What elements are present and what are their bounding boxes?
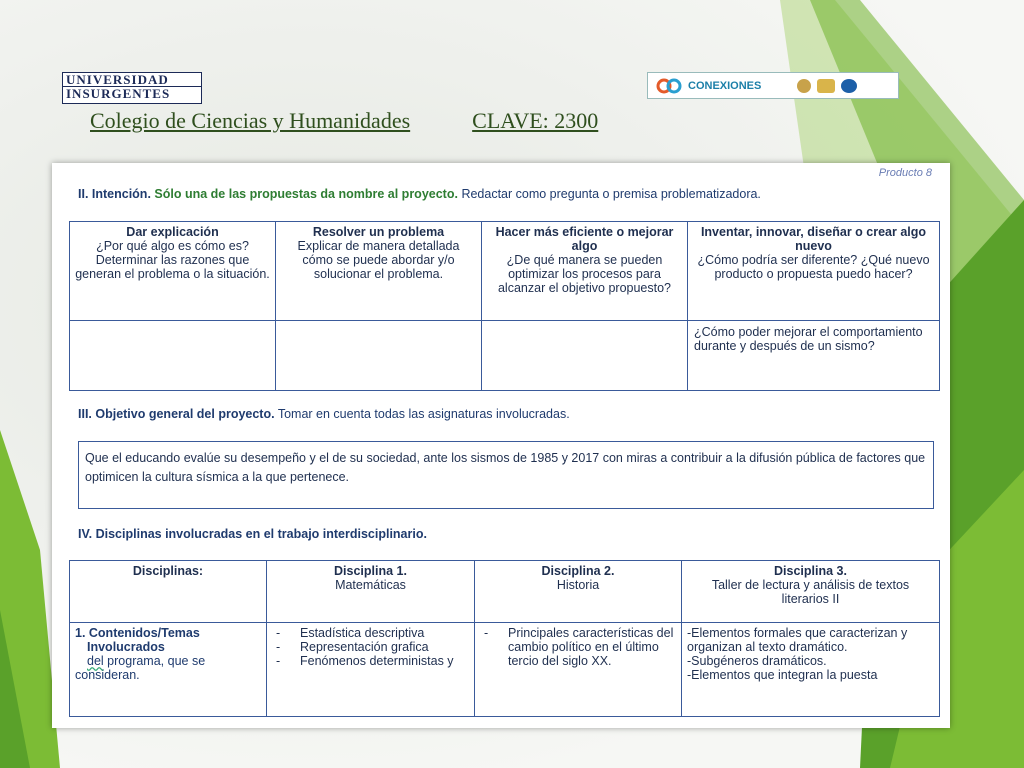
intencion-answer-cell-2 — [276, 321, 482, 391]
intencion-answer-cell-1 — [70, 321, 276, 391]
list-item: - Principales características del cambio político en el último tercio del siglo XX. — [508, 626, 676, 668]
section-4-heading: IV. Disciplinas involucradas en el trabajo interdisciplinario. — [78, 527, 427, 541]
section-2-highlight: Sólo una de las propuestas da nombre al proyecto. — [154, 187, 458, 201]
list-item: -Subgéneros dramáticos. — [687, 654, 827, 668]
disciplina-3-contents — [682, 623, 940, 717]
page-heading — [90, 108, 598, 134]
producto-label: Producto 8 — [878, 167, 932, 179]
intencion-answer: ¿Cómo poder mejorar el comportamiento durante y después de un sismo? — [688, 321, 940, 391]
unam-seal-icon — [797, 79, 811, 93]
section-3-heading — [78, 407, 570, 421]
disciplina-1-contents — [267, 623, 475, 717]
universidad-insurgentes-logo — [62, 72, 202, 104]
disciplina-2-contents — [475, 623, 682, 717]
conexiones-logo — [647, 72, 899, 99]
document-image — [52, 163, 950, 728]
green-decoration-left — [0, 430, 60, 768]
intencion-col-innovar: Inventar, innovar, diseñar o crear algo nuevo ¿Cómo podría ser diferente? ¿Qué nuevo producto o propuesta puedo hacer? — [688, 222, 940, 321]
college-name: Colegio de Ciencias y Humanidades — [90, 108, 411, 133]
list-item: - Estadística descriptiva — [300, 626, 469, 640]
intencion-col-resolver: Resolver un problema Explicar de manera detallada cómo se puede abordar y/o solucionar el problema. — [276, 222, 482, 321]
intencion-col-explicacion: Dar explicación ¿Por qué algo es cómo es? Determinar las razones que generan el problema o la situación. — [70, 222, 276, 321]
intencion-table — [69, 221, 940, 391]
list-item: - Representación grafica — [300, 640, 469, 654]
section-3-number: III. Objetivo general del proyecto. — [78, 407, 275, 421]
list-item: -Elementos formales que caracterizan y organizan al texto dramático. — [687, 626, 908, 654]
clave-code: CLAVE: 2300 — [472, 108, 599, 133]
section-3-instruction: Tomar en cuenta todas las asignaturas involucradas. — [277, 407, 570, 421]
disciplina-2-header: Disciplina 2. Historia — [475, 561, 682, 623]
anniversary-icon — [817, 79, 835, 93]
objetivo-general-box: Que el educando evalúe su desempeño y el de su sociedad, ante los sismos de 1985 y 2017 con miras a contribuir a la difusión pública de factores que optimicen la cultura sísmica a la que pertenece. — [78, 441, 934, 509]
institution-icon — [841, 79, 857, 93]
logo-line-1: UNIVERSIDAD — [63, 73, 201, 87]
section-2-heading — [78, 187, 761, 201]
intencion-col-eficiente: Hacer más eficiente o mejorar algo ¿De qué manera se pueden optimizar los procesos para alcanzar el objetivo propuesto? — [482, 222, 688, 321]
logo-line-2: INSURGENTES — [66, 86, 171, 101]
section-2-number: II. Intención. — [78, 187, 151, 201]
disciplinas-table — [69, 560, 940, 717]
disciplina-3-header: Disciplina 3. Taller de lectura y análisis de textos literarios II — [682, 561, 940, 623]
list-item: - Fenómenos deterministas y — [300, 654, 469, 668]
list-item: -Elementos que integran la puesta — [687, 668, 878, 682]
section-2-instruction: Redactar como pregunta o premisa problematizadora. — [461, 187, 761, 201]
intencion-answer-cell-3 — [482, 321, 688, 391]
conexiones-label: CONEXIONES — [688, 79, 762, 92]
disciplina-1-header: Disciplina 1. Matemáticas — [267, 561, 475, 623]
conexiones-icon — [656, 76, 682, 96]
contenidos-row-label: 1. Contenidos/Temas Involucrados del programa, que se consideran. — [70, 623, 267, 717]
disciplinas-label: Disciplinas: — [70, 561, 267, 623]
